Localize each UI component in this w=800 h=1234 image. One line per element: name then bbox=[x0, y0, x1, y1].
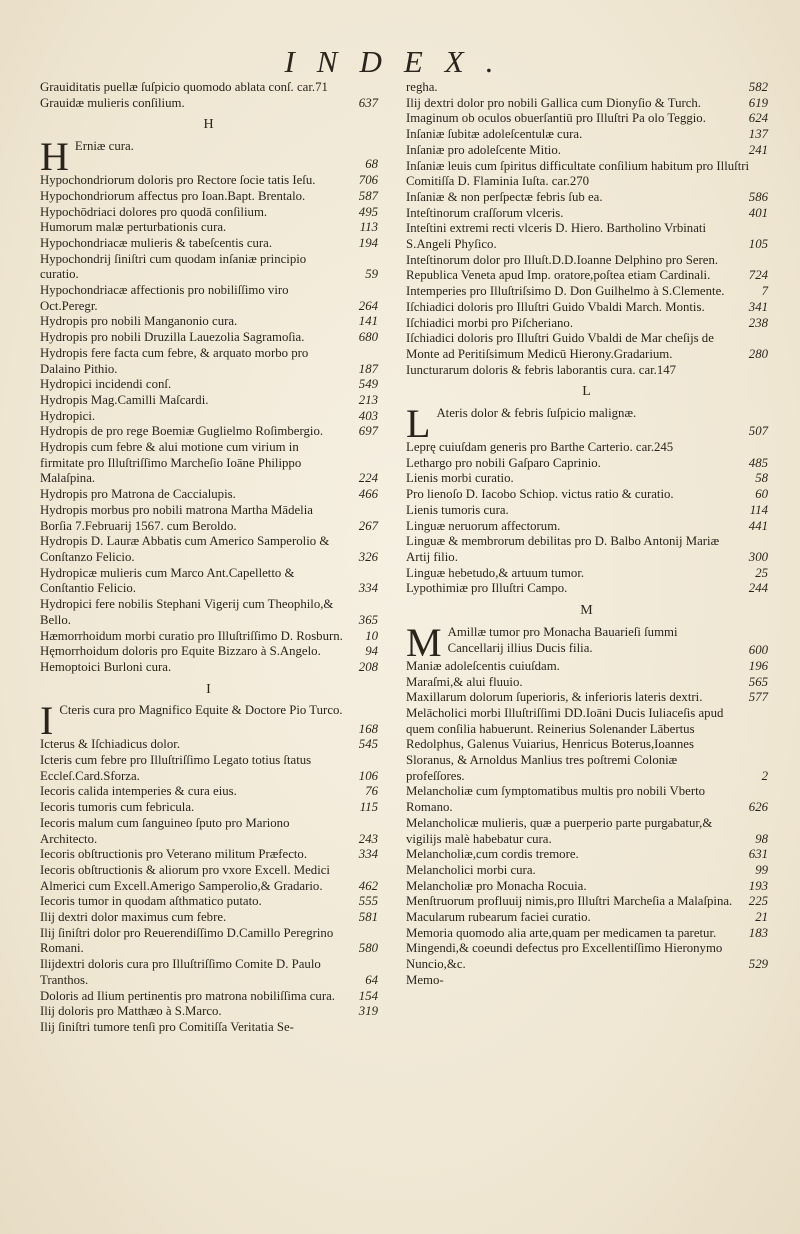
page-number: 334 bbox=[358, 847, 378, 862]
page-number: 98 bbox=[755, 831, 768, 846]
page-number: 326 bbox=[358, 549, 378, 564]
index-entry bbox=[406, 471, 768, 487]
entry-text: Lienis tumoris cura. bbox=[406, 502, 509, 517]
index-entry bbox=[40, 847, 378, 863]
page-number: 334 bbox=[358, 581, 378, 596]
index-entry bbox=[406, 566, 768, 582]
entry-text: Hydropis pro nobili Druzilla Lauezolia Sagramoſia. bbox=[40, 330, 305, 345]
index-entry bbox=[40, 314, 378, 330]
entry-text: Hypochondriorum doloris pro Rectore ſocie tatis Ieſu. bbox=[40, 173, 316, 188]
page-number: 64 bbox=[365, 972, 378, 987]
entry-text: Hæmorrhoidum morbi curatio pro Illuſtriſſimo D. Rosburn. bbox=[40, 628, 343, 643]
index-entry bbox=[406, 96, 768, 112]
page-number: 555 bbox=[358, 894, 378, 909]
entry-text: Imaginum ob oculos obuerſantiū pro Illuſtri Pa olo Teggio. bbox=[406, 111, 706, 126]
index-entry bbox=[40, 737, 378, 753]
page-number: 194 bbox=[358, 235, 378, 250]
page-number: 529 bbox=[748, 957, 768, 972]
index-entry bbox=[406, 159, 768, 190]
entry-text: Hydropis Mag.Camilli Maſcardi. bbox=[40, 392, 209, 407]
entry-text: Hydropis cum febre & alui motione cum virium in firmitate pro Illuſtriſſimo Marcheſio Ioāne Philippo Malaſpina. bbox=[40, 440, 302, 486]
page-number: 580 bbox=[358, 941, 378, 956]
page-number: 94 bbox=[365, 644, 378, 659]
entry-text: Hydropis fere facta cum febre, & arquato morbo pro Dalaino Pithio. bbox=[40, 345, 309, 376]
entry-text: Memoria quomodo alia arte,quam per medicamen ta paretur. bbox=[406, 925, 717, 940]
index-entry bbox=[406, 503, 768, 519]
entry-text: Inteſtinorum dolor pro Illuſt.D.D.Ioanne Delphino pro Seren. Republica Veneta apud Imp. oratore,poſtea etiam Cardinali. bbox=[406, 252, 719, 283]
index-entry bbox=[40, 80, 378, 96]
page-number: 545 bbox=[358, 737, 378, 752]
index-entry bbox=[406, 706, 768, 785]
index-entry bbox=[406, 111, 768, 127]
index-entry bbox=[40, 644, 378, 660]
index-entry bbox=[40, 534, 378, 565]
index-entry bbox=[406, 284, 768, 300]
entry-text: Macularum rubearum faciei curatio. bbox=[406, 910, 591, 925]
index-entry bbox=[40, 784, 378, 800]
entry-text: Iecoris obſtructionis & aliorum pro vxore Excell. Medici Almerici cum Excell.Amerigo Samperolio,& Gradario. bbox=[40, 862, 330, 893]
entry-text: Hydropis D. Lauræ Abbatis cum Americo Samperolio & Conſtanzo Felicio. bbox=[40, 534, 330, 564]
entry-text: Ilijdextri doloris cura pro Illuſtriſſimo Comite D. Paulo Tranthos. bbox=[40, 957, 321, 987]
entry-text: Lienis morbi curatio. bbox=[406, 471, 514, 486]
index-entry bbox=[40, 346, 378, 377]
page-number: 58 bbox=[755, 471, 768, 486]
page-number: 697 bbox=[358, 424, 378, 439]
page-number: 637 bbox=[358, 95, 378, 110]
entry-text: Intemperies pro Illuſtriſsimo D. Don Guilhelmo à S.Clemente. bbox=[406, 284, 725, 299]
page-number: 115 bbox=[359, 800, 378, 815]
page-number: 626 bbox=[748, 800, 768, 815]
entry-text: Inſaniæ & non perſpectæ febris ſub ea. bbox=[406, 189, 603, 204]
entry-text: Ilij dextri dolor pro nobili Gallica cum Dionyſio & Turch. bbox=[406, 95, 702, 110]
page-number: 319 bbox=[358, 1004, 378, 1019]
index-entry bbox=[40, 503, 378, 534]
index-entry bbox=[40, 863, 378, 894]
entry-text: Inteſtini extremi recti vlceris D. Hiero. Bartholino Vrbinati S.Angeli Phyſico. bbox=[406, 221, 706, 252]
entry-text: Melancholici morbi cura. bbox=[406, 862, 536, 877]
index-entry bbox=[40, 1004, 378, 1020]
page-number: 76 bbox=[365, 784, 378, 799]
page-number: 243 bbox=[358, 831, 378, 846]
entry-text: Amillæ tumor pro Monacha Bauarieſi ſummi Cancellarij illius Ducis filia. bbox=[447, 624, 678, 655]
index-entry bbox=[406, 847, 768, 863]
index-entry bbox=[40, 173, 378, 189]
index-entry bbox=[406, 816, 768, 847]
index-entry bbox=[40, 597, 378, 628]
entry-text: Maniæ adoleſcentis cuiuſdam. bbox=[406, 658, 560, 673]
page-number: 587 bbox=[358, 188, 378, 203]
page-number: 21 bbox=[755, 910, 768, 925]
entry-text: Hydropici. bbox=[40, 408, 96, 423]
page-number: 680 bbox=[358, 330, 378, 345]
index-entry bbox=[406, 190, 768, 206]
entry-text: Hydropici incidendi conſ. bbox=[40, 377, 172, 392]
page-number: 401 bbox=[748, 205, 768, 220]
index-entry bbox=[406, 331, 768, 362]
index-entry bbox=[40, 424, 378, 440]
page-number: 225 bbox=[748, 894, 768, 909]
entry-text: Hęmorrhoidum doloris pro Equite Bizzaro à S.Angelo. bbox=[40, 644, 321, 659]
entry-text: Cteris cura pro Magnifico Equite & Doctore Pio Turco. bbox=[59, 703, 343, 718]
page-number: 365 bbox=[358, 612, 378, 627]
page-number: 68 bbox=[365, 157, 378, 172]
entry-text: Ilij ſiniſtri tumore tenſi pro Comitiſſa Veritatia Se- bbox=[40, 1019, 294, 1034]
entry-text: Inteſtinorum craſſorum vlceris. bbox=[406, 205, 564, 220]
page-number: 549 bbox=[358, 377, 378, 392]
entry-text: Menſtruorum profluuij nimis,pro Illuſtri Marcheſia a Malaſpina. bbox=[406, 894, 733, 909]
entry-text: Hydropis morbus pro nobili matrona Martha Mādelia Borſia 7.Februarij 1567. cum Beroldo. bbox=[40, 502, 313, 533]
index-entry bbox=[406, 863, 768, 879]
entry-text: Hydropis de pro rege Boemiæ Guglielmo Roſimbergio. bbox=[40, 424, 324, 439]
index-entry bbox=[40, 816, 378, 847]
section-letter: L bbox=[582, 384, 592, 400]
page-number: 586 bbox=[748, 189, 768, 204]
index-entry bbox=[406, 253, 768, 284]
entry-text: Inſaniæ pro adoleſcente Mitio. bbox=[406, 142, 561, 157]
entry-text: Hydropis pro nobili Manganonio cura. bbox=[40, 314, 238, 329]
index-entry bbox=[406, 363, 768, 379]
entry-text: Icteris cum febre pro Illuſtriſſimo Legato totius ſtatus Eccleſ.Card.Sforza. bbox=[40, 753, 312, 783]
entry-text: Hydropicæ mulieris cum Marco Ant.Capelletto & Conſtantio Felicio. bbox=[40, 565, 295, 596]
index-entry bbox=[40, 660, 378, 676]
entry-text: Melancholicæ mulieris, quæ a puerperio parte purgabatur,& vigilijs malè habebatur cura. bbox=[406, 815, 713, 846]
index-entry bbox=[40, 753, 378, 784]
entry-text: Ateris dolor & febris ſuſpicio malignæ. bbox=[436, 406, 637, 421]
index-entry bbox=[40, 330, 378, 346]
page-number: 241 bbox=[748, 142, 768, 157]
section-letter: H bbox=[203, 117, 215, 133]
page-number: 25 bbox=[755, 565, 768, 580]
page-number: 624 bbox=[748, 111, 768, 126]
index-entry bbox=[406, 675, 768, 691]
entry-text: Hypochondriacæ mulieris & tabeſcentis cura. bbox=[40, 235, 273, 250]
page-number: 581 bbox=[358, 910, 378, 925]
entry-text: Ilij ſiniſtri dolor pro Reuerendiſſimo D.Camillo Peregrino Romani. bbox=[40, 925, 334, 956]
page-number: 485 bbox=[748, 455, 768, 470]
entry-text: Erniæ cura. bbox=[74, 139, 134, 154]
entry-text: Melācholici morbi Illuſtriſſimi DD.Ioāni Ducis Iuliaceſis apud quem conſilia habuerunt. Reinerius Solenander Lābertus Redolphus, Galenus Vuiarius, Henricus Boterus,Ioannes Sloranus, & Arnoldus Manlius tres poſtremi Coloniæ profeſſores. bbox=[406, 705, 724, 783]
index-entry bbox=[40, 220, 378, 236]
entry-text: Hydropici fere nobilis Stephani Vigerij cum Theophilo,& Bello. bbox=[40, 597, 334, 627]
index-entry bbox=[406, 581, 768, 597]
page-number: 495 bbox=[358, 204, 378, 219]
page-number: 706 bbox=[358, 173, 378, 188]
index-entry bbox=[406, 973, 768, 989]
page-number: 187 bbox=[358, 361, 378, 376]
entry-text: Iecoris obſtructionis pro Veterano militum Præfecto. bbox=[40, 847, 308, 862]
entry-text: regha. bbox=[406, 80, 438, 94]
entry-text: Humorum malæ perturbationis cura. bbox=[40, 220, 227, 235]
index-entry bbox=[406, 519, 768, 535]
entry-text: Iecoris malum cum ſanguineo ſputo pro Mariono Architecto. bbox=[40, 815, 290, 846]
entry-text: Hypochondriorum affectus pro Ioan.Bapt. Brentalo. bbox=[40, 188, 306, 203]
index-entry bbox=[406, 401, 768, 447]
entry-text: Melancholiæ cum ſymptomatibus multis pro nobili Vberto Romano. bbox=[406, 784, 706, 815]
index-entry bbox=[406, 487, 768, 503]
entry-text: Iſchiadici doloris pro Illuſtri Guido Vbaldi de Mar cheſijs de Monte ad Peritiſsimum Medicū Hierony.Gradarium. bbox=[406, 331, 714, 361]
index-entry bbox=[40, 252, 378, 283]
index-entry bbox=[40, 800, 378, 816]
index-entry bbox=[406, 784, 768, 815]
page-number: 183 bbox=[748, 925, 768, 940]
entry-text: Icterus & Iſchiadicus dolor. bbox=[40, 737, 181, 752]
index-entry bbox=[40, 629, 378, 645]
index-entry bbox=[406, 910, 768, 926]
index-entry bbox=[40, 236, 378, 252]
page-number: 113 bbox=[359, 220, 378, 235]
page-number: 106 bbox=[358, 768, 378, 783]
entry-text: Iecoris calida intemperies & cura eius. bbox=[40, 784, 237, 799]
drop-initial: H bbox=[40, 134, 69, 180]
entry-text: Ilij dextri dolor maximus cum febre. bbox=[40, 910, 227, 925]
entry-text: Iuncturarum doloris & febris laborantis cura. car.147 bbox=[406, 362, 677, 377]
index-entry bbox=[406, 127, 768, 143]
page-number: 565 bbox=[748, 674, 768, 689]
page-number: 154 bbox=[358, 988, 378, 1003]
index-entry bbox=[40, 698, 378, 744]
index-entry bbox=[406, 941, 768, 972]
page-number: 600 bbox=[748, 643, 768, 658]
entry-text: Maxillarum dolorum ſuperioris, & inferioris lateris dextri. bbox=[406, 690, 703, 705]
index-entry bbox=[406, 534, 768, 565]
page-number: 619 bbox=[748, 95, 768, 110]
index-entry bbox=[40, 910, 378, 926]
index-entry bbox=[40, 189, 378, 205]
index-entry bbox=[406, 894, 768, 910]
entry-text: Grauiditatis puellæ ſuſpicio quomodo ablata conſ. car.71 bbox=[40, 80, 328, 94]
entry-text: Iecoris tumoris cum febricula. bbox=[40, 800, 195, 815]
page-number: 7 bbox=[761, 284, 768, 299]
page-number: 208 bbox=[358, 659, 378, 674]
index-entry bbox=[40, 894, 378, 910]
entry-text: Hemoptoici Burloni cura. bbox=[40, 659, 172, 674]
page-number: 10 bbox=[365, 628, 378, 643]
entry-text: Iecoris tumor in quodam aſthmatico putato. bbox=[40, 894, 262, 909]
page-number: 244 bbox=[748, 581, 768, 596]
entry-text: Melancholiæ,cum cordis tremore. bbox=[406, 847, 579, 862]
page-number: 280 bbox=[748, 346, 768, 361]
page-number: 577 bbox=[748, 690, 768, 705]
page-number: 403 bbox=[358, 408, 378, 423]
index-entry bbox=[406, 879, 768, 895]
entry-text: Doloris ad Ilium pertinentis pro matrona nobiliſſima cura. bbox=[40, 988, 335, 1003]
page-number: 114 bbox=[749, 502, 768, 517]
index-entry bbox=[40, 566, 378, 597]
entry-text: Lypothimiæ pro Illuſtri Campo. bbox=[406, 581, 568, 596]
section-letter: M bbox=[580, 603, 594, 619]
entry-text: Inſaniæ leuis cum ſpiritus difficultate conſilium habitum pro Illuſtri Comitiſſa D. Flaminia Iuſta. car.270 bbox=[406, 158, 750, 189]
section-letter: I bbox=[206, 681, 212, 697]
entry-text: Leprę cuiuſdam generis pro Barthe Carterio. car.245 bbox=[406, 440, 674, 455]
entry-text: Mingendi,& coeundi defectus pro Excellentiſſimo Hieronymo Nuncio,&c. bbox=[406, 941, 723, 972]
page-number: 462 bbox=[358, 878, 378, 893]
entry-text: Linguæ neruorum affectorum. bbox=[406, 518, 561, 533]
page-header: INDEX. bbox=[284, 44, 516, 79]
entry-text: Lethargo pro nobili Gaſparo Caprinio. bbox=[406, 455, 601, 470]
page-number: 724 bbox=[748, 268, 768, 283]
page-number: 213 bbox=[358, 392, 378, 407]
index-entry bbox=[40, 205, 378, 221]
page-number: 193 bbox=[748, 878, 768, 893]
page-number: 60 bbox=[755, 487, 768, 502]
page-number: 141 bbox=[358, 314, 378, 329]
index-entry bbox=[406, 440, 768, 456]
index-entry bbox=[406, 206, 768, 222]
entry-text: Melancholiæ pro Monacha Rocuia. bbox=[406, 878, 587, 893]
index-entry bbox=[40, 926, 378, 957]
page-number: 441 bbox=[748, 518, 768, 533]
page-number: 267 bbox=[358, 518, 378, 533]
page-number: 238 bbox=[748, 315, 768, 330]
entry-text: Hypochondriacæ affectionis pro nobiliſſimo viro Oct.Peregr. bbox=[40, 283, 289, 313]
left-column bbox=[40, 80, 378, 1036]
index-entry bbox=[40, 957, 378, 988]
index-entry bbox=[406, 926, 768, 942]
entry-text: Grauidæ mulieris conſilium. bbox=[40, 95, 185, 110]
page-number: 168 bbox=[358, 721, 378, 736]
index-entry bbox=[40, 1020, 378, 1036]
drop-initial: I bbox=[40, 698, 54, 744]
entry-text: Pro lienoſo D. Iacobo Schiop. victus ratio & curatio. bbox=[406, 487, 674, 502]
index-entry bbox=[40, 487, 378, 503]
entry-text: Maraſmi,& alui fluuio. bbox=[406, 674, 523, 689]
entry-text: Iſchiadici morbi pro Piſcheriano. bbox=[406, 315, 574, 330]
entry-text: Inſaniæ ſubitæ adoleſcentulæ cura. bbox=[406, 127, 583, 142]
index-entry bbox=[406, 221, 768, 252]
entry-text: Iſchiadici doloris pro Illuſtri Guido Vbaldi March. Montis. bbox=[406, 299, 705, 314]
index-entry bbox=[40, 989, 378, 1005]
page-number: 196 bbox=[748, 658, 768, 673]
drop-initial: L bbox=[406, 401, 431, 447]
page-number: 341 bbox=[748, 299, 768, 314]
index-entry bbox=[40, 393, 378, 409]
index-entry bbox=[40, 134, 378, 180]
right-column bbox=[406, 80, 768, 989]
entry-text: Linguæ hebetudo,& artuum tumor. bbox=[406, 565, 585, 580]
index-entry bbox=[40, 377, 378, 393]
page-number: 105 bbox=[748, 237, 768, 252]
page-number: 582 bbox=[748, 80, 768, 94]
index-entry bbox=[406, 80, 768, 96]
page-number: 99 bbox=[755, 862, 768, 877]
entry-text: Memo- bbox=[406, 972, 444, 987]
index-entry bbox=[406, 456, 768, 472]
index-entry bbox=[40, 96, 378, 112]
index-entry bbox=[406, 619, 768, 665]
index-entry bbox=[406, 316, 768, 332]
index-entry bbox=[40, 283, 378, 314]
page-number: 59 bbox=[365, 267, 378, 282]
page-number: 631 bbox=[748, 847, 768, 862]
index-entry bbox=[406, 690, 768, 706]
drop-initial: M bbox=[406, 619, 442, 665]
page-number: 2 bbox=[761, 768, 768, 783]
entry-text: Linguæ & membrorum debilitas pro D. Balbo Antonij Mariæ Artij filio. bbox=[406, 534, 720, 564]
index-entry bbox=[406, 659, 768, 675]
index-entry bbox=[406, 300, 768, 316]
index-entry bbox=[40, 409, 378, 425]
page-number: 264 bbox=[358, 298, 378, 313]
page-number: 507 bbox=[748, 424, 768, 439]
page-number: 300 bbox=[748, 549, 768, 564]
entry-text: Hypochondrij ſiniſtri cum quodam inſaniæ principio curatio. bbox=[40, 251, 307, 282]
entry-text: Hypochōdriaci dolores pro quodā conſilium. bbox=[40, 204, 268, 219]
page-number: 224 bbox=[358, 471, 378, 486]
page-number: 466 bbox=[358, 487, 378, 502]
index-entry bbox=[406, 143, 768, 159]
entry-text: Hydropis pro Matrona de Caccialupis. bbox=[40, 487, 236, 502]
page-number: 137 bbox=[748, 127, 768, 142]
index-entry bbox=[40, 440, 378, 487]
entry-text: Ilij doloris pro Matthæo à S.Marco. bbox=[40, 1004, 222, 1019]
